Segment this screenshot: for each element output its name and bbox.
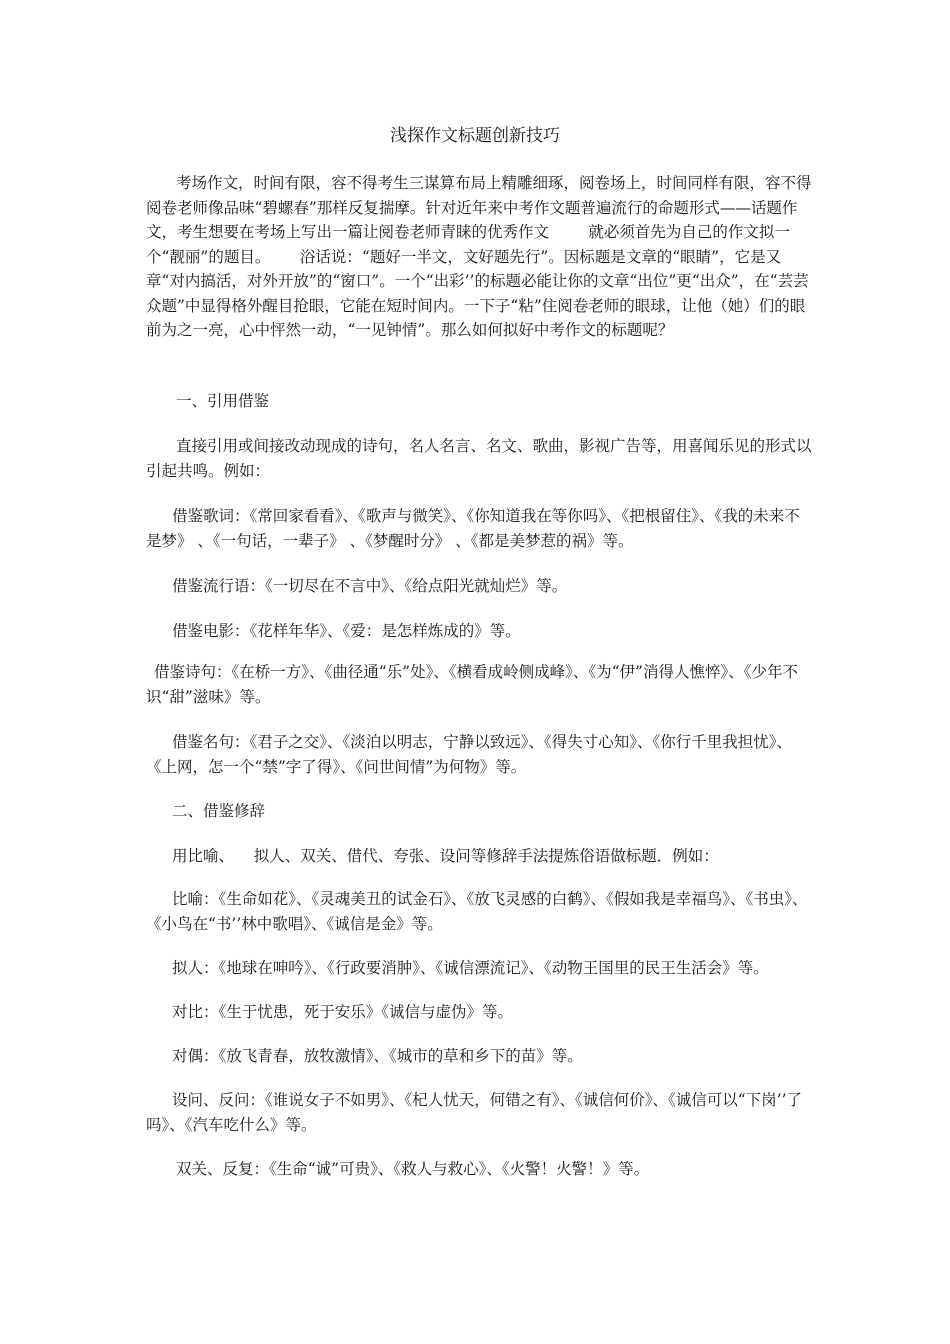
borrow-slang-paragraph: 借鉴流行语：《一切尽在不言中》、《给点阳光就灿烂》等。 (172, 577, 568, 595)
borrow-songs-paragraph: 借鉴歌词：《常回家看看》、《歌声与微笑》、《你知道我在等你吗》、《把根留住》、《我的未来不是梦》 、《一句话，一辈子》 、《梦醒时分》 、《都是美梦惹的祸》等。 (146, 507, 800, 550)
section-heading-rhetoric: 二、借鉴修辞 (172, 802, 266, 820)
borrow-poems-paragraph: 借鉴诗句：《在桥一方》、《曲径通“乐”处》、《横看成岭侧成峰》、《为“伊”消得人憔悴》、《少年不识“甜”滋味》等。 (146, 663, 798, 706)
section2-intro-paragraph: 用比喻、 拟人、双关、借代、夸张、设问等修辞手法提炼俗语做标题．例如： (172, 847, 719, 865)
parallelism-paragraph: 对偶：《放飞青春，放牧激情》、《城市的草和乡下的苗》等。 (172, 1047, 583, 1065)
borrow-quotes-paragraph: 借鉴名句：《君子之交》、《淡泊以明志，宁静以致远》、《得失寸心知》、《你行千里我担忧》、《上网，怎一个“禁”字了得》、《问世间情”为何物》等。 (146, 733, 793, 776)
personification-paragraph: 拟人：《地球在呻吟》、《行政要消肿》、《诚信漂流记》、《动物王国里的民王生活会》等。 (172, 959, 769, 977)
metaphor-paragraph: 比喻：《生命如花》、《灵魂美丑的试金石》、《放飞灵感的白鹤》、《假如我是幸福鸟》、《书虫》、《小鸟在“书’’林中歌唱》、《诚信是金》等。 (146, 890, 808, 933)
section1-intro-paragraph: 直接引用或间接改动现成的诗句，名人名言、名文、歌曲，影视广告等，用喜闻乐见的形式以引起共鸣。例如： (146, 437, 812, 480)
intro-paragraph: 考场作文，时间有限，容不得考生三谋算布局上精雕细琢，阅卷场上，时间同样有限，容不得阅卷老师像品味“碧螺春”那样反复揣摩。针对近年来中考作文题普遍流行的命题形式——话题作文，考生想要在考场上写出一篇让阅卷老师青睐的优秀作文 就必须首先为自己的作文拟一个“靓丽”的题目。 浴话说：“题好一半文，文好题先行”。因标题是文章的“眼睛”，它是又章“对内搞活，对外开放”的“窗口”。一个“出彩’’的标题必能让你的文章“出位”更“出众”，在“芸芸众题”中显得格外醒目抢眼，它能在短时间内。一下子“粘”住阅卷老师的眼球，让他（她）们的眼前为之一亮，心中怦然一动，“一见钟情”。那么如何拟好中考作文的标题呢？ (146, 174, 812, 339)
borrow-movies-paragraph: 借鉴电影：《花样年华》、《爱：是怎样炼成的》等。 (172, 622, 521, 640)
rhetorical-question-paragraph: 设问、反问：《谁说女子不如男》、《杞人忧天，何错之有》、《诚信何价》、《诚信可以“下岗’’了吗》、《汽车吃什么》等。 (146, 1091, 803, 1134)
page-title: 浅探作文标题创新技巧 (390, 126, 560, 146)
section-heading-quotation: 一、引用借鉴 (176, 392, 270, 410)
pun-repetition-paragraph: 双关、反复：《生命“诚”可贵》、《救人与救心》、《火警！火警！》等。 (176, 1160, 650, 1178)
contrast-paragraph: 对比：《生于忧患，死于安乐》《诚信与虚伪》等。 (172, 1003, 514, 1021)
